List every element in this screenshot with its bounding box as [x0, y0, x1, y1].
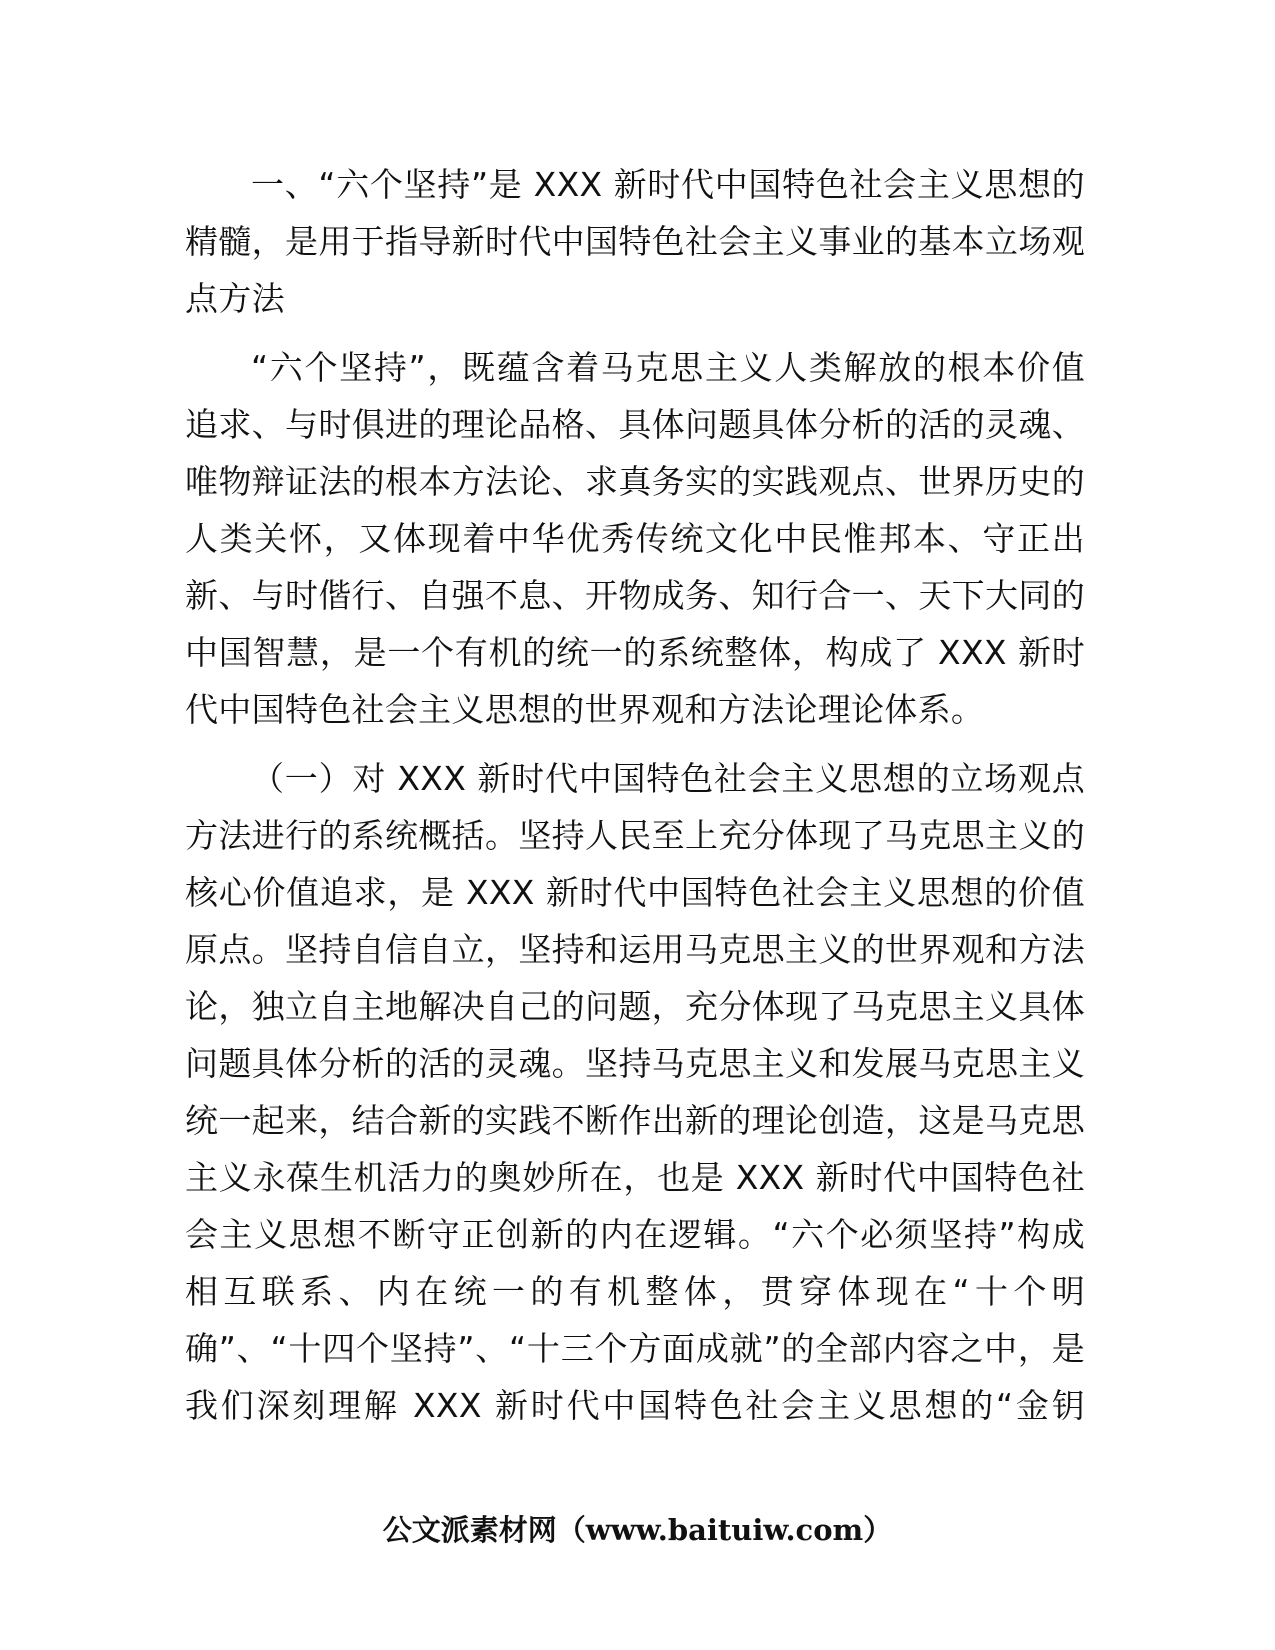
heading-line: 一、“六个坚持”是 XXX 新时代中国特色社会主义思想的	[251, 165, 1085, 204]
heading-line: 精髓，是用于指导新时代中国特色社会主义事业的基本立场观	[185, 222, 1085, 261]
paragraph-line: 相互联系、内在统一的有机整体，贯穿体现在“十个明	[185, 1272, 1085, 1311]
paragraph-line: 主义永葆生机活力的奥妙所在，也是 XXX 新时代中国特色社	[185, 1158, 1085, 1197]
paragraph-line: 核心价值追求，是 XXX 新时代中国特色社会主义思想的价值	[185, 873, 1085, 912]
paragraph-line: 追求、与时俱进的理论品格、具体问题具体分析的活的灵魂、	[185, 405, 1085, 444]
paragraph-line: 中国智慧，是一个有机的统一的系统整体，构成了 XXX 新时	[185, 633, 1085, 672]
paragraph-line: 方法进行的系统概括。坚持人民至上充分体现了马克思主义的	[185, 816, 1085, 855]
paragraph-line: 统一起来，结合新的实践不断作出新的理论创造，这是马克思	[185, 1101, 1085, 1140]
body-paragraph	[185, 750, 1085, 1434]
body-paragraph	[185, 339, 1085, 738]
paragraph-line: 我们深刻理解 XXX 新时代中国特色社会主义思想的“金钥	[185, 1386, 1085, 1425]
paragraph-line: 唯物辩证法的根本方法论、求真务实的实践观点、世界历史的	[185, 462, 1085, 501]
paragraph-line: 论，独立自主地解决自己的问题，充分体现了马克思主义具体	[185, 987, 1085, 1026]
paragraph-line: 原点。坚持自信自立，坚持和运用马克思主义的世界观和方法	[185, 930, 1085, 969]
paragraph-line: （一）对 XXX 新时代中国特色社会主义思想的立场观点	[251, 759, 1085, 798]
heading-line: 点方法	[185, 279, 285, 318]
paragraph-line: 新、与时偕行、自强不息、开物成务、知行合一、天下大同的	[185, 576, 1085, 615]
section-heading	[185, 156, 1085, 327]
paragraph-line: 会主义思想不断守正创新的内在逻辑。“六个必须坚持”构成	[185, 1215, 1085, 1254]
paragraph-line: 确”、“十四个坚持”、“十三个方面成就”的全部内容之中，是	[185, 1329, 1085, 1368]
paragraph-line: 人类关怀，又体现着中华优秀传统文化中民惟邦本、守正出	[185, 519, 1085, 558]
paragraph-line: 代中国特色社会主义思想的世界观和方法论理论体系。	[185, 690, 985, 729]
footer-watermark-text: 公文派素材网（www.baituiw.com）	[382, 1513, 893, 1547]
paragraph-line: 问题具体分析的活的灵魂。坚持马克思主义和发展马克思主义	[185, 1044, 1085, 1083]
document-body	[185, 156, 1085, 1434]
paragraph-line: “六个坚持”，既蕴含着马克思主义人类解放的根本价值	[251, 348, 1085, 387]
